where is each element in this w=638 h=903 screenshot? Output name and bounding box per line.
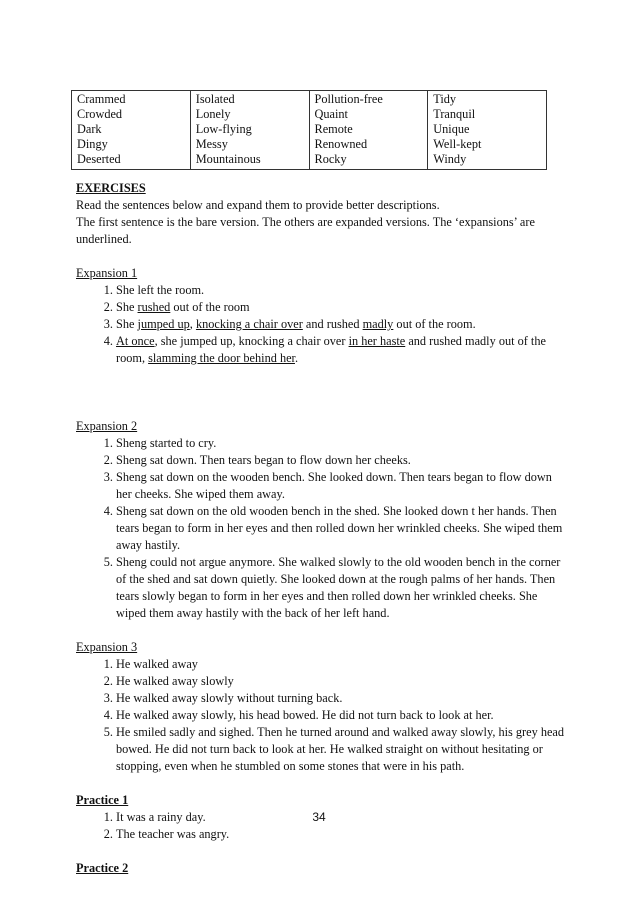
list-item: [116, 282, 566, 299]
item-text: and rushed: [302, 317, 363, 331]
list-item: [116, 333, 566, 367]
word-column-3: [309, 91, 428, 170]
expansion-1: [76, 265, 566, 367]
practice-2-title: Practice 2: [76, 861, 129, 875]
expansion-underline: jumped up: [137, 317, 190, 331]
word: Dark: [77, 122, 102, 136]
word: Renowned: [314, 137, 368, 151]
instruction-line-2: The first sentence is the bare version. The others are expanded versions. The ‘expansions’ are underlined.: [76, 215, 535, 246]
word: Pollution-free: [314, 92, 383, 106]
expansion-underline: in her haste: [348, 334, 406, 348]
expansion-2-list: [76, 435, 566, 622]
word: Isolated: [195, 92, 235, 106]
expansion-underline: knocking a chair over: [195, 317, 303, 331]
list-item: 1. Sheng started to cry.: [116, 435, 566, 452]
word: Dingy: [77, 137, 108, 151]
expansion-underline: rushed: [137, 300, 171, 314]
list-item: 4. He walked away slowly, his head bowed. He did not turn back to look at her.: [116, 707, 566, 724]
word: Crammed: [77, 92, 126, 106]
word: Tidy: [433, 92, 457, 106]
item-text: She: [116, 300, 138, 314]
word: Remote: [314, 122, 353, 136]
word-column-1: [72, 91, 191, 170]
list-item: 2. He walked away slowly: [116, 673, 566, 690]
expansion-1-list: [76, 282, 566, 367]
expansion-3-list: [76, 656, 566, 775]
practice-1-title: Practice 1: [76, 793, 129, 807]
expansion-1-title: Expansion 1: [76, 266, 138, 280]
list-item: 1. He walked away: [116, 656, 566, 673]
word-column-2: [190, 91, 309, 170]
word: Messy: [195, 137, 228, 151]
list-item: 2. The teacher was angry.: [116, 826, 566, 843]
word: Unique: [433, 122, 470, 136]
item-text: out of the room: [170, 300, 250, 314]
word: Deserted: [77, 152, 121, 166]
item-text: out of the room.: [393, 317, 476, 331]
word: Windy: [433, 152, 467, 166]
list-item: 5. He smiled sadly and sighed. Then he turned around and walked away slowly, his grey head bowed. He did not turn back to look at her. He walked straight on without hesitating or stopping, even when he stumbled on some stones that were in his path.: [116, 724, 566, 775]
expansion-underline: slamming the door behind her: [148, 351, 295, 365]
word-column-4: [428, 91, 547, 170]
expansion-3-title: Expansion 3: [76, 640, 138, 654]
instruction-line-1: Read the sentences below and expand them to provide better descriptions.: [76, 198, 440, 212]
list-item: 2. Sheng sat down. Then tears began to flow down her cheeks.: [116, 452, 566, 469]
word: Mountainous: [195, 152, 261, 166]
exercises-heading: EXERCISES: [76, 181, 146, 195]
list-item: 3. Sheng sat down on the wooden bench. She looked down. Then tears began to flow down her cheeks. She wiped them away.: [116, 469, 566, 503]
item-text: and rushed madly out of the room,: [116, 334, 546, 365]
word: Crowded: [77, 107, 123, 121]
word-table: [71, 90, 547, 170]
list-item: 5. Sheng could not argue anymore. She walked slowly to the old wooden bench in the corner of the shed and sat down quietly. She looked down at the rough palms of her hands. Then tears slowly began to form in her eyes and then rolled down her wrinkled cheeks. She wiped them away hastily with the back of her left hand.: [116, 554, 566, 622]
main-content: [76, 180, 566, 877]
word: Quaint: [314, 107, 348, 121]
word: Low-flying: [195, 122, 252, 136]
list-item: 4. Sheng sat down on the old wooden bench in the shed. She looked down t her hands. Then tears began to form in her eyes and then rolled down her wrinkled cheeks. She wiped them away hastily.: [116, 503, 566, 554]
expansion-underline: madly: [362, 317, 394, 331]
practice-2: [76, 860, 566, 877]
word: Well-kept: [433, 137, 482, 151]
spacer: [76, 367, 566, 418]
expansion-2-title: Expansion 2: [76, 419, 138, 433]
expansion-underline: At once: [116, 334, 155, 348]
list-item: [116, 299, 566, 316]
expansion-3: [76, 639, 566, 775]
list-item: 3. He walked away slowly without turning back.: [116, 690, 566, 707]
expansion-2: [76, 418, 566, 622]
item-text: , she jumped up, knocking a chair over: [154, 334, 349, 348]
page-number: 34: [312, 810, 326, 824]
item-text: ,: [189, 317, 196, 331]
list-item: [116, 316, 566, 333]
item-text: She: [116, 317, 138, 331]
item-text: She left the room.: [116, 283, 205, 297]
word: Rocky: [314, 152, 347, 166]
list-item: 1. It was a rainy day.: [116, 809, 566, 826]
item-text: .: [294, 351, 299, 365]
word: Lonely: [195, 107, 231, 121]
word: Tranquil: [433, 107, 476, 121]
